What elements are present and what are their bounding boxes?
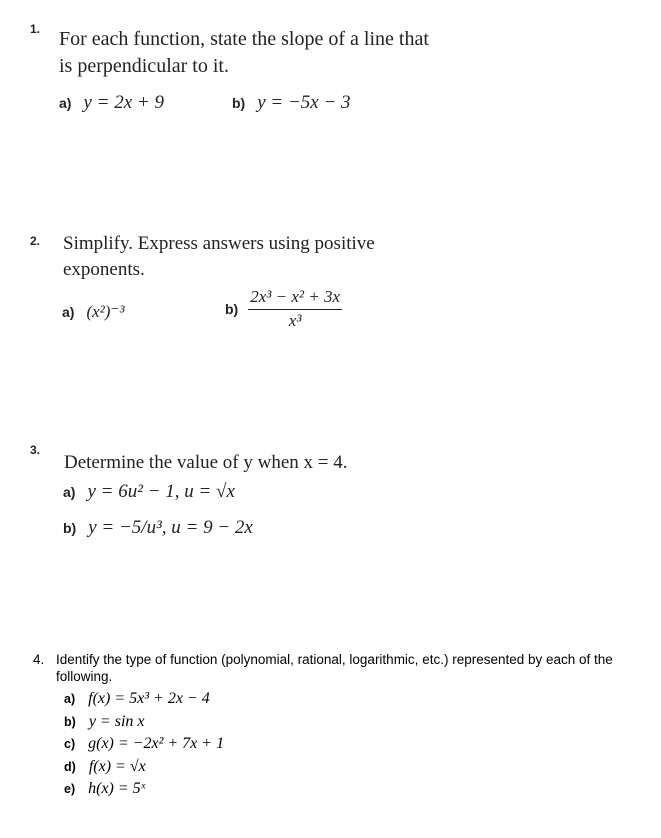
answer-list — [64, 688, 224, 801]
part-b — [225, 287, 342, 331]
list-item — [64, 711, 224, 734]
part-expression: y = 6u² − 1, u = √x — [87, 481, 235, 502]
question-text-line: Identify the type of function (polynomial, rational, logarithmic, etc.) represented by each of the — [56, 652, 613, 667]
part-label: b) — [63, 520, 77, 536]
part-expression: y = sin x — [88, 712, 145, 730]
part-expression: g(x) = −2x² + 7x + 1 — [88, 735, 225, 752]
part-label: b) — [64, 714, 76, 729]
part-expression: y = 2x + 9 — [83, 92, 164, 113]
part-b — [232, 92, 351, 114]
part-label: b) — [225, 301, 239, 317]
list-item — [64, 733, 224, 756]
question-text — [59, 26, 429, 80]
part-label: d) — [64, 759, 76, 774]
part-label: a) — [62, 304, 75, 320]
list-item — [64, 778, 224, 801]
question-text — [56, 651, 646, 685]
part-a — [62, 302, 125, 322]
part-expression: y = −5x − 3 — [257, 92, 351, 113]
part-label: c) — [64, 737, 76, 751]
list-item — [64, 688, 224, 711]
list-item — [64, 756, 224, 779]
question-number: 1. — [30, 22, 41, 36]
question-text-line: exponents. — [63, 259, 145, 280]
part-label: b) — [232, 95, 246, 111]
question-text-line: following. — [56, 669, 113, 684]
part-label: a) — [63, 484, 76, 500]
question-text-line: is perpendicular to it. — [59, 55, 229, 77]
part-expression: h(x) = 5ˣ — [88, 780, 146, 797]
question-text: Determine the value of y when x = 4. — [64, 452, 348, 473]
part-expression: f(x) = 5x³ + 2x − 4 — [88, 690, 210, 707]
question-number: 4. — [33, 652, 45, 667]
part-a — [63, 481, 235, 503]
part-expression: f(x) = √x — [88, 757, 146, 775]
fraction-denominator: x³ — [288, 311, 302, 330]
question-text-line: For each function, state the slope of a line that — [59, 28, 429, 50]
part-expression: (x²)⁻³ — [86, 302, 125, 321]
part-label: e) — [64, 782, 76, 796]
question-text — [63, 231, 375, 283]
part-label: a) — [59, 95, 72, 111]
question-text-line: Simplify. Express answers using positive — [63, 233, 375, 254]
part-expression: y = −5/u³, u = 9 − 2x — [88, 517, 253, 538]
part-b — [63, 517, 253, 539]
part-a — [59, 92, 164, 114]
fraction — [248, 287, 342, 331]
part-label: a) — [64, 692, 76, 706]
question-number: 2. — [30, 234, 41, 248]
question-number: 3. — [30, 443, 41, 457]
fraction-numerator: 2x³ − x² + 3x — [248, 287, 342, 310]
